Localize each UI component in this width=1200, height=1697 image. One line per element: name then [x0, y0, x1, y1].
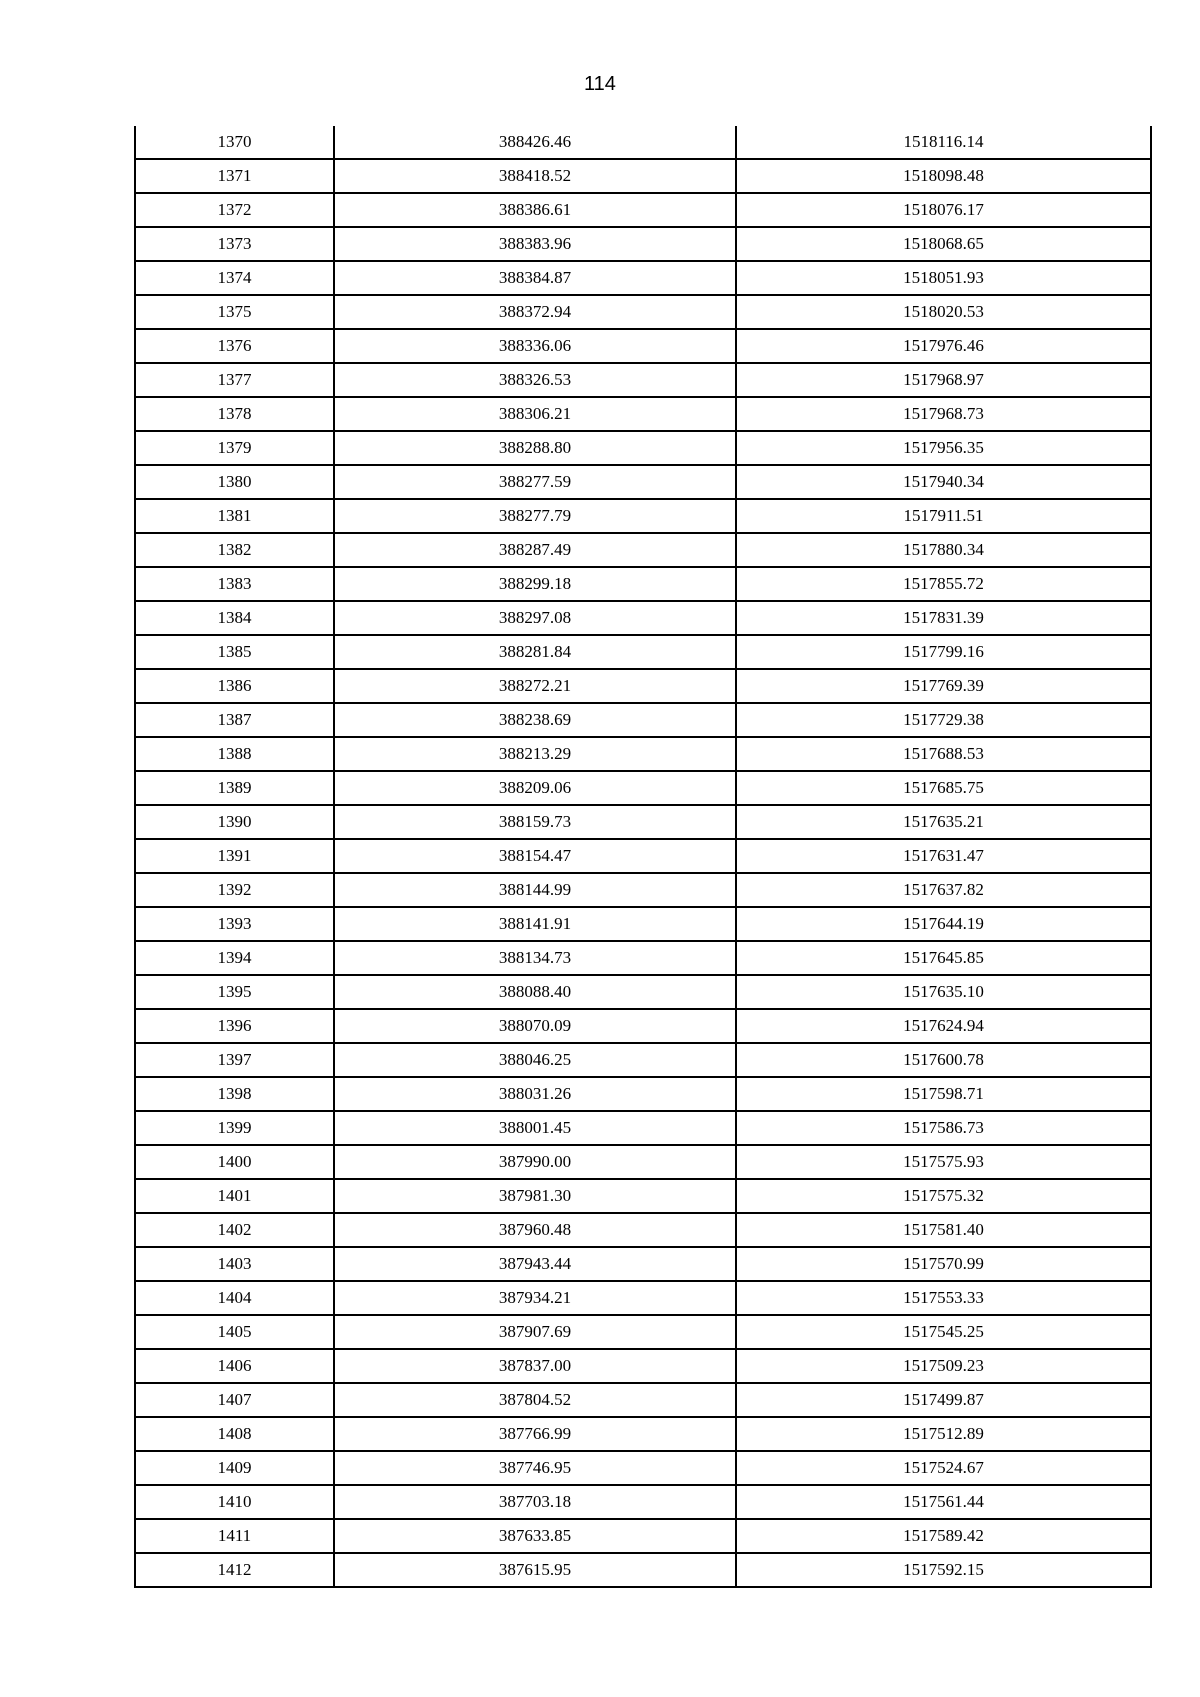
point-number-cell: 1386 — [135, 669, 334, 703]
table-row — [135, 1145, 1151, 1179]
y-coordinate-cell: 1517688.53 — [736, 737, 1151, 771]
y-coordinate-cell: 1518020.53 — [736, 295, 1151, 329]
table-row — [135, 227, 1151, 261]
x-coordinate-cell: 387615.95 — [334, 1553, 736, 1587]
point-number-cell: 1381 — [135, 499, 334, 533]
table-row — [135, 533, 1151, 567]
x-coordinate-cell: 388287.49 — [334, 533, 736, 567]
x-coordinate-cell: 388336.06 — [334, 329, 736, 363]
x-coordinate-cell: 388299.18 — [334, 567, 736, 601]
point-number-cell: 1404 — [135, 1281, 334, 1315]
table-row — [135, 737, 1151, 771]
y-coordinate-cell: 1517635.21 — [736, 805, 1151, 839]
point-number-cell: 1380 — [135, 465, 334, 499]
x-coordinate-cell: 388088.40 — [334, 975, 736, 1009]
x-coordinate-cell: 388297.08 — [334, 601, 736, 635]
y-coordinate-cell: 1517553.33 — [736, 1281, 1151, 1315]
point-number-cell: 1407 — [135, 1383, 334, 1417]
y-coordinate-cell: 1517581.40 — [736, 1213, 1151, 1247]
y-coordinate-cell: 1517685.75 — [736, 771, 1151, 805]
coordinate-table-body — [135, 126, 1151, 1587]
y-coordinate-cell: 1517592.15 — [736, 1553, 1151, 1587]
y-coordinate-cell: 1517600.78 — [736, 1043, 1151, 1077]
point-number-cell: 1396 — [135, 1009, 334, 1043]
table-row — [135, 805, 1151, 839]
table-row — [135, 1349, 1151, 1383]
point-number-cell: 1393 — [135, 907, 334, 941]
x-coordinate-cell: 388277.59 — [334, 465, 736, 499]
table-row — [135, 839, 1151, 873]
y-coordinate-cell: 1517940.34 — [736, 465, 1151, 499]
table-row — [135, 941, 1151, 975]
x-coordinate-cell: 388277.79 — [334, 499, 736, 533]
point-number-cell: 1400 — [135, 1145, 334, 1179]
point-number-cell: 1392 — [135, 873, 334, 907]
table-row — [135, 1179, 1151, 1213]
y-coordinate-cell: 1517561.44 — [736, 1485, 1151, 1519]
y-coordinate-cell: 1517512.89 — [736, 1417, 1151, 1451]
point-number-cell: 1388 — [135, 737, 334, 771]
y-coordinate-cell: 1518051.93 — [736, 261, 1151, 295]
x-coordinate-cell: 387837.00 — [334, 1349, 736, 1383]
table-row — [135, 1247, 1151, 1281]
y-coordinate-cell: 1517968.97 — [736, 363, 1151, 397]
y-coordinate-cell: 1517598.71 — [736, 1077, 1151, 1111]
point-number-cell: 1384 — [135, 601, 334, 635]
y-coordinate-cell: 1517880.34 — [736, 533, 1151, 567]
x-coordinate-cell: 388238.69 — [334, 703, 736, 737]
point-number-cell: 1379 — [135, 431, 334, 465]
x-coordinate-cell: 388141.91 — [334, 907, 736, 941]
table-row — [135, 397, 1151, 431]
y-coordinate-cell: 1517524.67 — [736, 1451, 1151, 1485]
point-number-cell: 1401 — [135, 1179, 334, 1213]
y-coordinate-cell: 1517499.87 — [736, 1383, 1151, 1417]
x-coordinate-cell: 388031.26 — [334, 1077, 736, 1111]
point-number-cell: 1405 — [135, 1315, 334, 1349]
table-row — [135, 465, 1151, 499]
table-row — [135, 975, 1151, 1009]
y-coordinate-cell: 1518098.48 — [736, 159, 1151, 193]
y-coordinate-cell: 1517769.39 — [736, 669, 1151, 703]
y-coordinate-cell: 1517509.23 — [736, 1349, 1151, 1383]
x-coordinate-cell: 388306.21 — [334, 397, 736, 431]
y-coordinate-cell: 1517575.93 — [736, 1145, 1151, 1179]
x-coordinate-cell: 388281.84 — [334, 635, 736, 669]
table-row — [135, 261, 1151, 295]
x-coordinate-cell: 388046.25 — [334, 1043, 736, 1077]
table-row — [135, 703, 1151, 737]
point-number-cell: 1402 — [135, 1213, 334, 1247]
point-number-cell: 1397 — [135, 1043, 334, 1077]
table-row — [135, 567, 1151, 601]
point-number-cell: 1385 — [135, 635, 334, 669]
y-coordinate-cell: 1517631.47 — [736, 839, 1151, 873]
x-coordinate-cell: 388426.46 — [334, 126, 736, 159]
x-coordinate-cell: 388209.06 — [334, 771, 736, 805]
x-coordinate-cell: 387766.99 — [334, 1417, 736, 1451]
table-row — [135, 1043, 1151, 1077]
table-row — [135, 907, 1151, 941]
table-row — [135, 1417, 1151, 1451]
x-coordinate-cell: 387633.85 — [334, 1519, 736, 1553]
point-number-cell: 1387 — [135, 703, 334, 737]
y-coordinate-cell: 1517799.16 — [736, 635, 1151, 669]
table-row — [135, 499, 1151, 533]
point-number-cell: 1371 — [135, 159, 334, 193]
x-coordinate-cell: 388418.52 — [334, 159, 736, 193]
x-coordinate-cell: 388386.61 — [334, 193, 736, 227]
y-coordinate-cell: 1517729.38 — [736, 703, 1151, 737]
y-coordinate-cell: 1517575.32 — [736, 1179, 1151, 1213]
x-coordinate-cell: 388001.45 — [334, 1111, 736, 1145]
y-coordinate-cell: 1517831.39 — [736, 601, 1151, 635]
x-coordinate-cell: 387703.18 — [334, 1485, 736, 1519]
x-coordinate-cell: 388144.99 — [334, 873, 736, 907]
point-number-cell: 1383 — [135, 567, 334, 601]
table-row — [135, 1485, 1151, 1519]
table-row — [135, 1009, 1151, 1043]
point-number-cell: 1399 — [135, 1111, 334, 1145]
point-number-cell: 1382 — [135, 533, 334, 567]
point-number-cell: 1408 — [135, 1417, 334, 1451]
point-number-cell: 1403 — [135, 1247, 334, 1281]
x-coordinate-cell: 388154.47 — [334, 839, 736, 873]
y-coordinate-cell: 1518116.14 — [736, 126, 1151, 159]
point-number-cell: 1394 — [135, 941, 334, 975]
table-row — [135, 1451, 1151, 1485]
point-number-cell: 1372 — [135, 193, 334, 227]
x-coordinate-cell: 388384.87 — [334, 261, 736, 295]
point-number-cell: 1376 — [135, 329, 334, 363]
y-coordinate-cell: 1517644.19 — [736, 907, 1151, 941]
coordinate-table — [134, 126, 1152, 1588]
x-coordinate-cell: 387907.69 — [334, 1315, 736, 1349]
x-coordinate-cell: 387943.44 — [334, 1247, 736, 1281]
table-row — [135, 635, 1151, 669]
table-row — [135, 431, 1151, 465]
x-coordinate-cell: 388159.73 — [334, 805, 736, 839]
y-coordinate-cell: 1517645.85 — [736, 941, 1151, 975]
point-number-cell: 1377 — [135, 363, 334, 397]
x-coordinate-cell: 387804.52 — [334, 1383, 736, 1417]
y-coordinate-cell: 1517589.42 — [736, 1519, 1151, 1553]
y-coordinate-cell: 1517637.82 — [736, 873, 1151, 907]
y-coordinate-cell: 1518068.65 — [736, 227, 1151, 261]
y-coordinate-cell: 1517586.73 — [736, 1111, 1151, 1145]
point-number-cell: 1389 — [135, 771, 334, 805]
point-number-cell: 1378 — [135, 397, 334, 431]
point-number-cell: 1411 — [135, 1519, 334, 1553]
table-row — [135, 193, 1151, 227]
table-row — [135, 1553, 1151, 1587]
point-number-cell: 1395 — [135, 975, 334, 1009]
table-row — [135, 601, 1151, 635]
x-coordinate-cell: 388372.94 — [334, 295, 736, 329]
x-coordinate-cell: 388288.80 — [334, 431, 736, 465]
y-coordinate-cell: 1517624.94 — [736, 1009, 1151, 1043]
y-coordinate-cell: 1517956.35 — [736, 431, 1151, 465]
point-number-cell: 1398 — [135, 1077, 334, 1111]
x-coordinate-cell: 388070.09 — [334, 1009, 736, 1043]
point-number-cell: 1406 — [135, 1349, 334, 1383]
table-row — [135, 363, 1151, 397]
x-coordinate-cell: 387934.21 — [334, 1281, 736, 1315]
x-coordinate-cell: 388272.21 — [334, 669, 736, 703]
table-row — [135, 1281, 1151, 1315]
table-row — [135, 1111, 1151, 1145]
y-coordinate-cell: 1517976.46 — [736, 329, 1151, 363]
point-number-cell: 1373 — [135, 227, 334, 261]
point-number-cell: 1370 — [135, 126, 334, 159]
y-coordinate-cell: 1517570.99 — [736, 1247, 1151, 1281]
table-row — [135, 1213, 1151, 1247]
y-coordinate-cell: 1517968.73 — [736, 397, 1151, 431]
y-coordinate-cell: 1517635.10 — [736, 975, 1151, 1009]
table-row — [135, 329, 1151, 363]
table-row — [135, 126, 1151, 159]
table-row — [135, 1519, 1151, 1553]
point-number-cell: 1390 — [135, 805, 334, 839]
point-number-cell: 1391 — [135, 839, 334, 873]
table-row — [135, 159, 1151, 193]
table-row — [135, 1315, 1151, 1349]
x-coordinate-cell: 387990.00 — [334, 1145, 736, 1179]
page-number: 114 — [584, 73, 616, 95]
x-coordinate-cell: 388213.29 — [334, 737, 736, 771]
table-row — [135, 295, 1151, 329]
table-row — [135, 1383, 1151, 1417]
point-number-cell: 1410 — [135, 1485, 334, 1519]
table-row — [135, 873, 1151, 907]
point-number-cell: 1409 — [135, 1451, 334, 1485]
table-row — [135, 669, 1151, 703]
point-number-cell: 1375 — [135, 295, 334, 329]
table-row — [135, 1077, 1151, 1111]
y-coordinate-cell: 1517911.51 — [736, 499, 1151, 533]
x-coordinate-cell: 387981.30 — [334, 1179, 736, 1213]
point-number-cell: 1412 — [135, 1553, 334, 1587]
x-coordinate-cell: 387960.48 — [334, 1213, 736, 1247]
y-coordinate-cell: 1517545.25 — [736, 1315, 1151, 1349]
y-coordinate-cell: 1518076.17 — [736, 193, 1151, 227]
point-number-cell: 1374 — [135, 261, 334, 295]
x-coordinate-cell: 388134.73 — [334, 941, 736, 975]
x-coordinate-cell: 388383.96 — [334, 227, 736, 261]
table-row — [135, 771, 1151, 805]
x-coordinate-cell: 387746.95 — [334, 1451, 736, 1485]
y-coordinate-cell: 1517855.72 — [736, 567, 1151, 601]
x-coordinate-cell: 388326.53 — [334, 363, 736, 397]
